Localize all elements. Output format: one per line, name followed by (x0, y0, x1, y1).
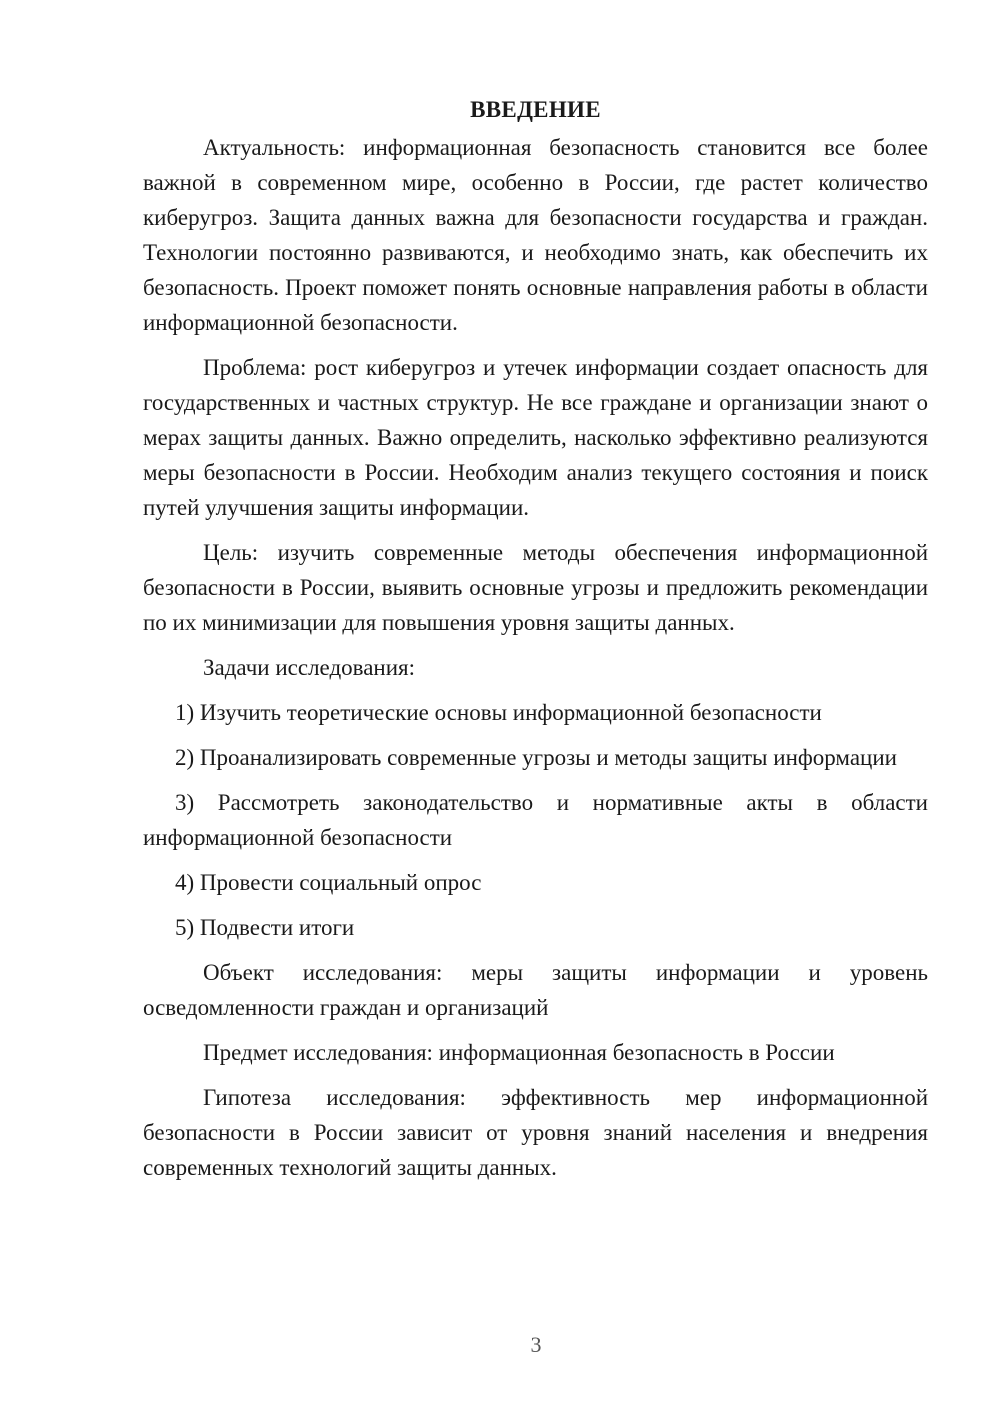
object-paragraph: Объект исследования: меры защиты информации и уровень осведомленности граждан и организаций (143, 960, 928, 1020)
subject-paragraph: Предмет исследования: информационная безопасность в России (203, 1040, 835, 1065)
task-item-1: 1) Изучить теоретические основы информационной безопасности (175, 700, 822, 725)
relevance-paragraph: Актуальность: информационная безопасность становится все более важной в современном мире, особенно в России, где растет количество киберугроз. Защита данных важна для безопасности государства и граждан. Технологии постоянно развиваются, и необходимо знать, как обеспечить их безопасность. Проект поможет понять основные направления работы в области информационной безопасности. (143, 135, 928, 335)
task-item-3: 3) Рассмотреть законодательство и нормативные акты в области информационной безопасности (143, 790, 928, 850)
task-item-5: 5) Подвести итоги (175, 915, 355, 940)
section-heading: ВВЕДЕНИЕ (470, 97, 601, 122)
task-item-2: 2) Проанализировать современные угрозы и методы защиты информации (175, 745, 897, 770)
tasks-title: Задачи исследования: (203, 655, 416, 680)
task-item-4: 4) Провести социальный опрос (175, 870, 482, 895)
problem-paragraph: Проблема: рост киберугроз и утечек информации создает опасность для государственных и частных структур. Не все граждане и организации знают о мерах защиты данных. Важно определить, насколько эффективно реализуются меры безопасности в России. Необходим анализ текущего состояния и поиск путей улучшения защиты информации. (143, 355, 928, 520)
page-content (143, 92, 928, 1195)
hypothesis-paragraph: Гипотеза исследования: эффективность мер информационной безопасности в России зависит от уровня знаний населения и внедрения современных технологий защиты данных. (143, 1085, 928, 1180)
page-number: 3 (530, 1332, 542, 1357)
goal-paragraph: Цель: изучить современные методы обеспечения информационной безопасности в России, выявить основные угрозы и предложить рекомендации по их минимизации для повышения уровня защиты данных. (143, 540, 928, 635)
